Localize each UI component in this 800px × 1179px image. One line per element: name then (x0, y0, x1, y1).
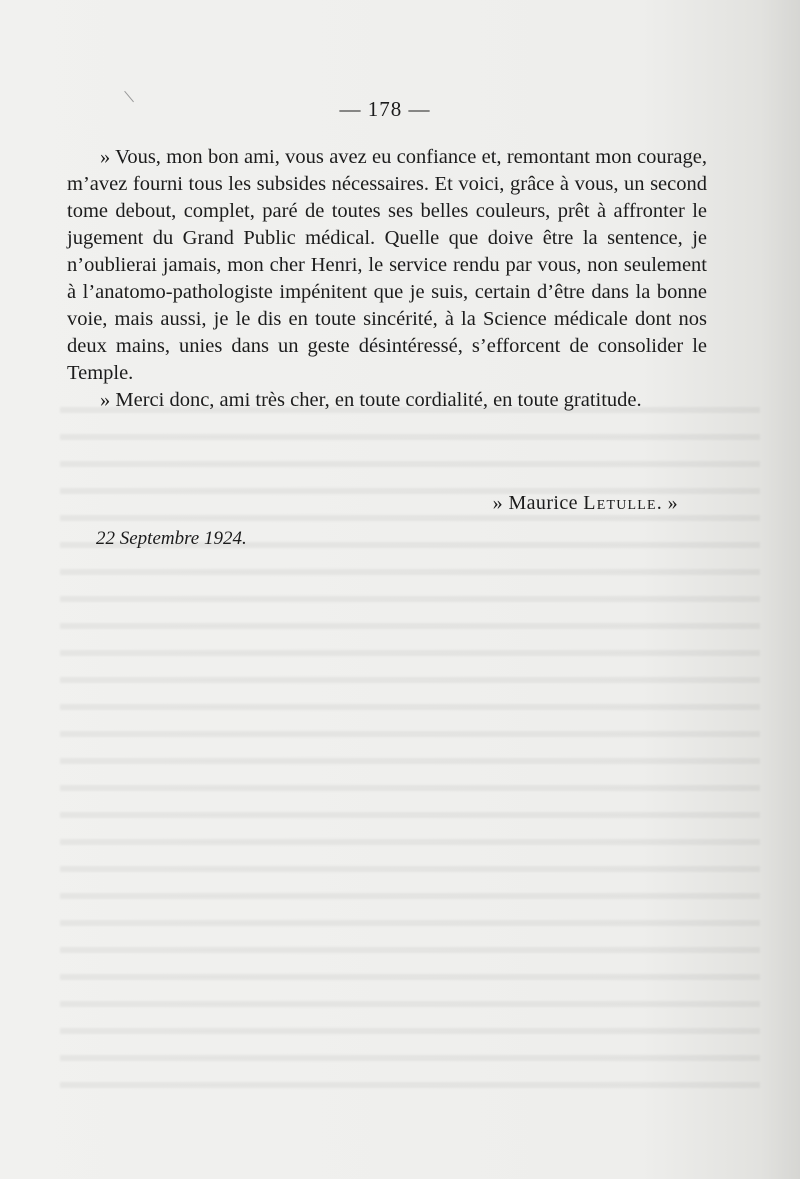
body-text (67, 144, 707, 414)
signature-surname: Letulle (583, 492, 657, 514)
signature-prefix: » Maurice (492, 492, 578, 514)
paragraph-2: » Merci donc, ami très cher, en toute cordialité, en toute gratitude. (100, 389, 642, 411)
signature-suffix: . » (656, 492, 678, 514)
signature (493, 492, 678, 515)
dateline: 22 Septembre 1924. (96, 528, 247, 549)
page-number: — 178 — (339, 97, 431, 121)
paragraph-1: » Vous, mon bon ami, vous avez eu confiance et, remontant mon courage, m’avez fourni tous les subsides nécessaires. Et voici, grâce à vous, un second tome debout, complet, paré de toutes ses belles couleurs, prêt à affronter le jugement du Grand Public médical. Quelle que doive être la sentence, je n’oublierai jamais, mon cher Henri, le service rendu par vous, non seulement à l’anatomo-pathologiste impénitent que je suis, certain d’être dans la bonne voie, mais aussi, je le dis en toute sincérité, à la Science médicale dont nos deux mains, unies dans un geste désintéressé, s’efforcent de consolider le Temple. (67, 146, 707, 384)
